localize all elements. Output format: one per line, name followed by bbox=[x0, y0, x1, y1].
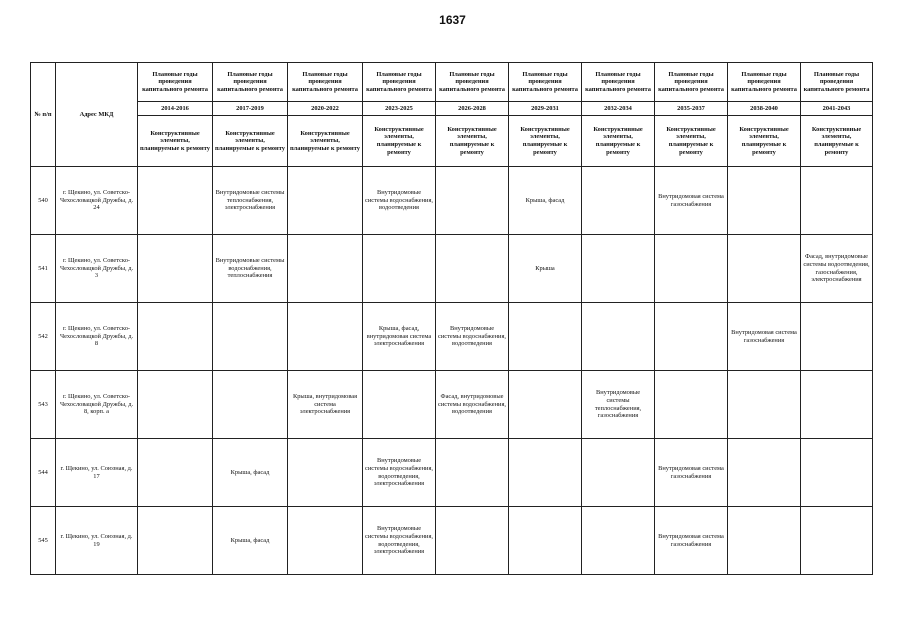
repair-cell bbox=[138, 439, 213, 507]
repair-cell: Внутридомовая система газоснабжения bbox=[728, 303, 801, 371]
repair-cell: Внутридомовые системы водоснабжения, водоотведения, электроснабжения bbox=[363, 507, 436, 575]
elements-subheader: Конструктивные элементы, планируемые к ремонту bbox=[288, 116, 363, 167]
repair-cell bbox=[288, 303, 363, 371]
group-header: Плановые годы проведения капитального ремонта bbox=[655, 63, 728, 102]
repair-cell bbox=[801, 439, 873, 507]
address-cell: г. Щекино, ул. Союзная, д. 17 bbox=[56, 439, 138, 507]
row-number: 543 bbox=[31, 371, 56, 439]
repair-cell bbox=[436, 235, 509, 303]
row-number: 542 bbox=[31, 303, 56, 371]
repair-cell bbox=[801, 167, 873, 235]
repair-cell bbox=[138, 167, 213, 235]
repair-cell bbox=[288, 167, 363, 235]
table-row bbox=[31, 235, 873, 303]
period-header: 2023-2025 bbox=[363, 102, 436, 116]
repair-cell bbox=[436, 507, 509, 575]
period-header: 2017-2019 bbox=[213, 102, 288, 116]
repair-cell bbox=[728, 439, 801, 507]
table-row bbox=[31, 371, 873, 439]
elements-subheader: Конструктивные элементы, планируемые к ремонту bbox=[213, 116, 288, 167]
repair-cell bbox=[363, 235, 436, 303]
num-header: № п/п bbox=[31, 63, 56, 167]
repair-cell bbox=[728, 167, 801, 235]
repair-cell bbox=[728, 235, 801, 303]
repair-cell bbox=[582, 439, 655, 507]
elements-subheader: Конструктивные элементы, планируемые к ремонту bbox=[138, 116, 213, 167]
repair-cell bbox=[801, 371, 873, 439]
elements-subheader: Конструктивные элементы, планируемые к ремонту bbox=[436, 116, 509, 167]
repair-cell bbox=[138, 235, 213, 303]
row-number: 544 bbox=[31, 439, 56, 507]
repair-cell bbox=[288, 235, 363, 303]
capital-repair-table bbox=[30, 62, 873, 575]
elements-subheader: Конструктивные элементы, планируемые к ремонту bbox=[655, 116, 728, 167]
table-row bbox=[31, 507, 873, 575]
repair-cell: Внутридомовая система газоснабжения bbox=[655, 439, 728, 507]
group-header: Плановые годы проведения капитального ремонта bbox=[138, 63, 213, 102]
period-header: 2041-2043 bbox=[801, 102, 873, 116]
repair-cell: Крыша bbox=[509, 235, 582, 303]
repair-cell bbox=[655, 303, 728, 371]
repair-cell bbox=[655, 371, 728, 439]
period-header: 2026-2028 bbox=[436, 102, 509, 116]
repair-cell bbox=[436, 439, 509, 507]
repair-cell bbox=[436, 167, 509, 235]
group-header: Плановые годы проведения капитального ремонта bbox=[509, 63, 582, 102]
repair-cell bbox=[582, 507, 655, 575]
repair-cell bbox=[363, 371, 436, 439]
address-cell: г. Щекино, ул. Союзная, д. 19 bbox=[56, 507, 138, 575]
repair-cell: Крыша, внутридомовая система электроснабжения bbox=[288, 371, 363, 439]
repair-cell: Внутридомовая система газоснабжения bbox=[655, 167, 728, 235]
repair-cell: Крыша, фасад bbox=[213, 439, 288, 507]
repair-cell bbox=[213, 371, 288, 439]
repair-cell: Внутридомовые системы теплоснабжения, электроснабжения bbox=[213, 167, 288, 235]
repair-cell bbox=[582, 303, 655, 371]
period-header: 2029-2031 bbox=[509, 102, 582, 116]
repair-cell: Фасад, внутридомовые системы водоснабжения, водоотведения bbox=[436, 371, 509, 439]
address-cell: г. Щекино, ул. Советско-Чехословацкой Дружбы, д. 24 bbox=[56, 167, 138, 235]
period-header: 2032-2034 bbox=[582, 102, 655, 116]
repair-cell bbox=[138, 303, 213, 371]
group-header: Плановые годы проведения капитального ремонта bbox=[436, 63, 509, 102]
row-number: 545 bbox=[31, 507, 56, 575]
repair-cell: Внутридомовые системы водоснабжения, водоотведения bbox=[363, 167, 436, 235]
repair-cell bbox=[213, 303, 288, 371]
repair-cell: Внутридомовая система газоснабжения bbox=[655, 507, 728, 575]
repair-cell bbox=[288, 439, 363, 507]
repair-cell bbox=[801, 507, 873, 575]
group-header: Плановые годы проведения капитального ремонта bbox=[363, 63, 436, 102]
elements-subheader: Конструктивные элементы, планируемые к ремонту bbox=[363, 116, 436, 167]
repair-cell: Внутридомовые системы водоснабжения, водоотведения bbox=[436, 303, 509, 371]
row-number: 540 bbox=[31, 167, 56, 235]
table-row bbox=[31, 303, 873, 371]
repair-cell bbox=[509, 371, 582, 439]
repair-cell: Крыша, фасад, внутридомовая система электроснабжения bbox=[363, 303, 436, 371]
period-header: 2035-2037 bbox=[655, 102, 728, 116]
repair-cell: Крыша, фасад bbox=[509, 167, 582, 235]
repair-cell: Внутридомовые системы теплоснабжения, газоснабжения bbox=[582, 371, 655, 439]
repair-cell: Внутридомовые системы водоснабжения, теплоснабжения bbox=[213, 235, 288, 303]
repair-cell bbox=[509, 303, 582, 371]
elements-subheader: Конструктивные элементы, планируемые к ремонту bbox=[728, 116, 801, 167]
repair-cell bbox=[138, 371, 213, 439]
group-header: Плановые годы проведения капитального ремонта bbox=[288, 63, 363, 102]
page-number: 1637 bbox=[439, 13, 466, 27]
elements-subheader: Конструктивные элементы, планируемые к ремонту bbox=[509, 116, 582, 167]
period-header: 2020-2022 bbox=[288, 102, 363, 116]
repair-cell bbox=[655, 235, 728, 303]
repair-cell bbox=[509, 439, 582, 507]
repair-cell bbox=[728, 371, 801, 439]
group-header: Плановые годы проведения капитального ремонта bbox=[728, 63, 801, 102]
repair-cell bbox=[728, 507, 801, 575]
repair-cell bbox=[582, 235, 655, 303]
repair-cell bbox=[509, 507, 582, 575]
address-header: Адрес МКД bbox=[56, 63, 138, 167]
table-row bbox=[31, 167, 873, 235]
row-number: 541 bbox=[31, 235, 56, 303]
address-cell: г. Щекино, ул. Советско-Чехословацкой Дружбы, д. 8, корп. а bbox=[56, 371, 138, 439]
elements-subheader: Конструктивные элементы, планируемые к ремонту bbox=[582, 116, 655, 167]
table-row bbox=[31, 439, 873, 507]
period-header: 2014-2016 bbox=[138, 102, 213, 116]
group-header: Плановые годы проведения капитального ремонта bbox=[213, 63, 288, 102]
repair-cell bbox=[801, 303, 873, 371]
period-header: 2038-2040 bbox=[728, 102, 801, 116]
repair-cell bbox=[138, 507, 213, 575]
repair-cell bbox=[582, 167, 655, 235]
repair-cell: Фасад, внутридомовые системы водоотведения, газоснабжения, электроснабжения bbox=[801, 235, 873, 303]
repair-cell bbox=[288, 507, 363, 575]
address-cell: г. Щекино, ул. Советско-Чехословацкой Дружбы, д. 3 bbox=[56, 235, 138, 303]
group-header: Плановые годы проведения капитального ремонта bbox=[582, 63, 655, 102]
address-cell: г. Щекино, ул. Советско-Чехословацкой Дружбы, д. 8 bbox=[56, 303, 138, 371]
repair-cell: Крыша, фасад bbox=[213, 507, 288, 575]
group-header: Плановые годы проведения капитального ремонта bbox=[801, 63, 873, 102]
repair-cell: Внутридомовые системы водоснабжения, водоотведения, электроснабжения bbox=[363, 439, 436, 507]
elements-subheader: Конструктивные элементы, планируемые к ремонту bbox=[801, 116, 873, 167]
